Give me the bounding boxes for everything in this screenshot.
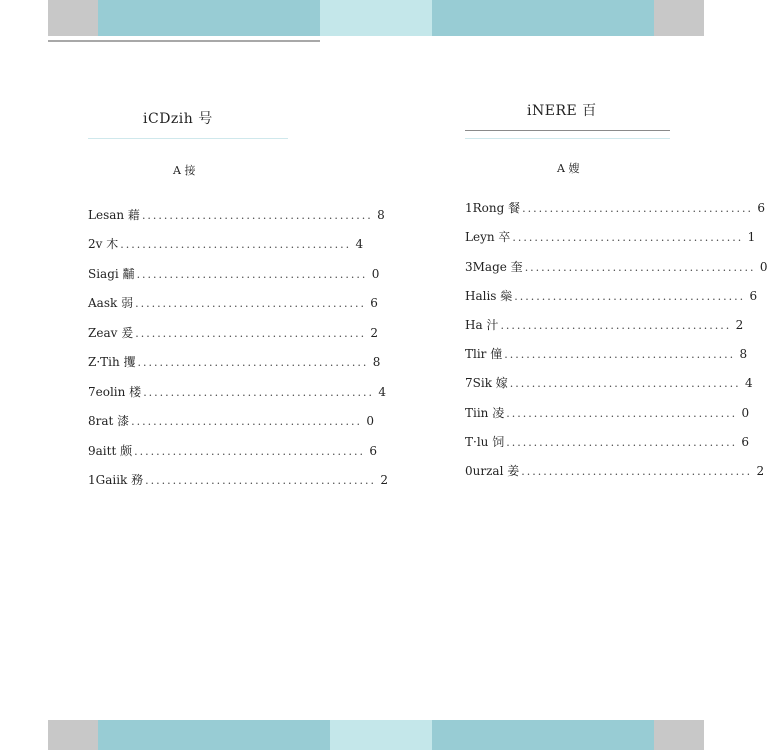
toc-entry[interactable] (465, 332, 748, 362)
toc-page-number: 2 (756, 463, 765, 478)
band-segment (48, 0, 98, 36)
toc-leader-dots: .......................................... (134, 444, 365, 458)
toc-entry[interactable] (88, 192, 385, 222)
toc-page-number: 0 (741, 405, 750, 420)
top-rule (48, 40, 320, 42)
band-segment (48, 720, 98, 750)
toc-entry[interactable] (88, 281, 378, 311)
toc-page-number: 4 (745, 376, 753, 391)
toc-page-number: 6 (369, 443, 377, 458)
toc-page-number: 0 (759, 259, 768, 274)
toc-leader-dots: .......................................... (120, 238, 352, 251)
toc-page-number: 2 (370, 325, 379, 340)
toc-leader-dots: .......................................... (522, 202, 753, 216)
toc-entry-label: Lesan 藉 (88, 207, 140, 222)
toc-entry-label: 1Gaiik 務 (88, 473, 144, 487)
toc-page-number: 8 (739, 347, 748, 362)
toc-entry[interactable] (465, 390, 750, 420)
title-underline (465, 130, 670, 131)
toc-leader-dots: .......................................... (135, 326, 367, 340)
toc-page-number: 8 (377, 207, 385, 222)
toc-page-number: 6 (749, 288, 758, 303)
toc-page-number: 6 (370, 296, 378, 310)
toc-entry[interactable] (465, 244, 768, 274)
toc-leader-dots: .......................................... (131, 415, 363, 428)
band-segment (320, 0, 432, 36)
toc-leader-dots: .......................................... (136, 267, 368, 281)
toc-entry[interactable] (465, 361, 753, 391)
toc-leader-dots: .......................................... (509, 377, 741, 391)
title-underline-secondary (465, 138, 670, 139)
toc-entry-label: Zeav 爰 (88, 325, 134, 340)
toc-page-number: 1 (747, 230, 756, 245)
top-decorative-band (0, 0, 750, 36)
toc-leader-dots: .......................................... (504, 348, 736, 362)
toc-leader-dots: .......................................... (506, 435, 738, 449)
title-underline (88, 138, 288, 139)
band-segment (98, 0, 320, 36)
toc-entry[interactable] (88, 310, 379, 340)
toc-page-number: 2 (735, 317, 744, 332)
table-of-contents (465, 186, 768, 478)
band-segment (432, 0, 654, 36)
toc-leader-dots: .......................................... (500, 318, 732, 332)
toc-leader-dots: .......................................... (512, 231, 744, 245)
toc-page-number: 4 (378, 384, 387, 399)
toc-entry[interactable] (465, 449, 765, 478)
bottom-decorative-band (0, 720, 750, 750)
band-segment (654, 720, 704, 750)
toc-entry-label: Halis 橤 (465, 288, 513, 303)
page-title: iCDzih 号 (143, 111, 213, 127)
toc-entry-label: Leyn 卒 (465, 230, 511, 245)
toc-entry[interactable] (465, 215, 756, 245)
toc-entry[interactable] (88, 399, 375, 429)
toc-entry[interactable] (88, 251, 380, 281)
toc-page-number: 6 (741, 434, 750, 449)
toc-entry-label: 1Rong 餐 (465, 201, 521, 216)
band-segment (432, 720, 654, 750)
band-segment (330, 720, 432, 750)
toc-leader-dots: .......................................... (135, 297, 366, 310)
toc-entry[interactable] (465, 186, 765, 216)
toc-page-number: 6 (757, 201, 765, 216)
toc-entry-label: 7eolin 楼 (88, 384, 142, 399)
toc-page-number: 4 (355, 237, 364, 251)
toc-entry-label: Ha 汁 (465, 317, 499, 332)
toc-entry-label: 8rat 漆 (88, 414, 130, 428)
toc-entry-label: 3Mage 奎 (465, 259, 523, 274)
toc-entry[interactable] (88, 428, 377, 458)
toc-page-number: 0 (371, 266, 380, 281)
toc-leader-dots: .......................................... (506, 406, 738, 420)
page-title: iNERE 百 (527, 103, 597, 119)
toc-leader-dots: .......................................... (137, 356, 369, 369)
toc-entry-label: Aask 弱 (88, 296, 134, 310)
toc-leader-dots: .......................................... (145, 474, 376, 487)
toc-page-number: 0 (366, 414, 375, 428)
section-heading: A 嫂 (557, 162, 580, 175)
toc-entry-label: Tiin 凌 (465, 405, 505, 420)
toc-entry[interactable] (465, 420, 750, 449)
band-segment (98, 720, 330, 750)
toc-entry-label: 2v 木 (88, 237, 119, 251)
toc-entry-label: Z·Tih 攫 (88, 355, 136, 369)
toc-entry-label: 9aitt 颇 (88, 443, 133, 458)
toc-leader-dots: .......................................... (141, 208, 373, 222)
band-segment (654, 0, 704, 36)
toc-leader-dots: .......................................... (143, 385, 375, 399)
toc-page-number: 2 (380, 473, 388, 487)
toc-entry[interactable] (88, 222, 364, 252)
toc-entry[interactable] (88, 340, 381, 370)
section-heading: A 接 (173, 164, 196, 177)
toc-entry-label: 7Sik 嫁 (465, 376, 508, 391)
toc-entry-label: T·lu 饲 (465, 434, 505, 449)
toc-entry-label: 0urzal 姜 (465, 463, 520, 478)
toc-leader-dots: .......................................... (524, 260, 756, 274)
toc-page-number: 8 (372, 355, 381, 369)
toc-entry[interactable] (465, 303, 744, 332)
toc-leader-dots: .......................................... (521, 464, 753, 478)
toc-entry-label: Siagi 黼 (88, 266, 135, 281)
toc-entry[interactable] (88, 369, 387, 399)
table-of-contents (88, 192, 388, 487)
toc-leader-dots: .......................................... (514, 289, 746, 303)
toc-entry[interactable] (465, 274, 758, 303)
toc-entry-label: Tlir 僮 (465, 347, 503, 362)
toc-entry[interactable] (88, 458, 388, 488)
